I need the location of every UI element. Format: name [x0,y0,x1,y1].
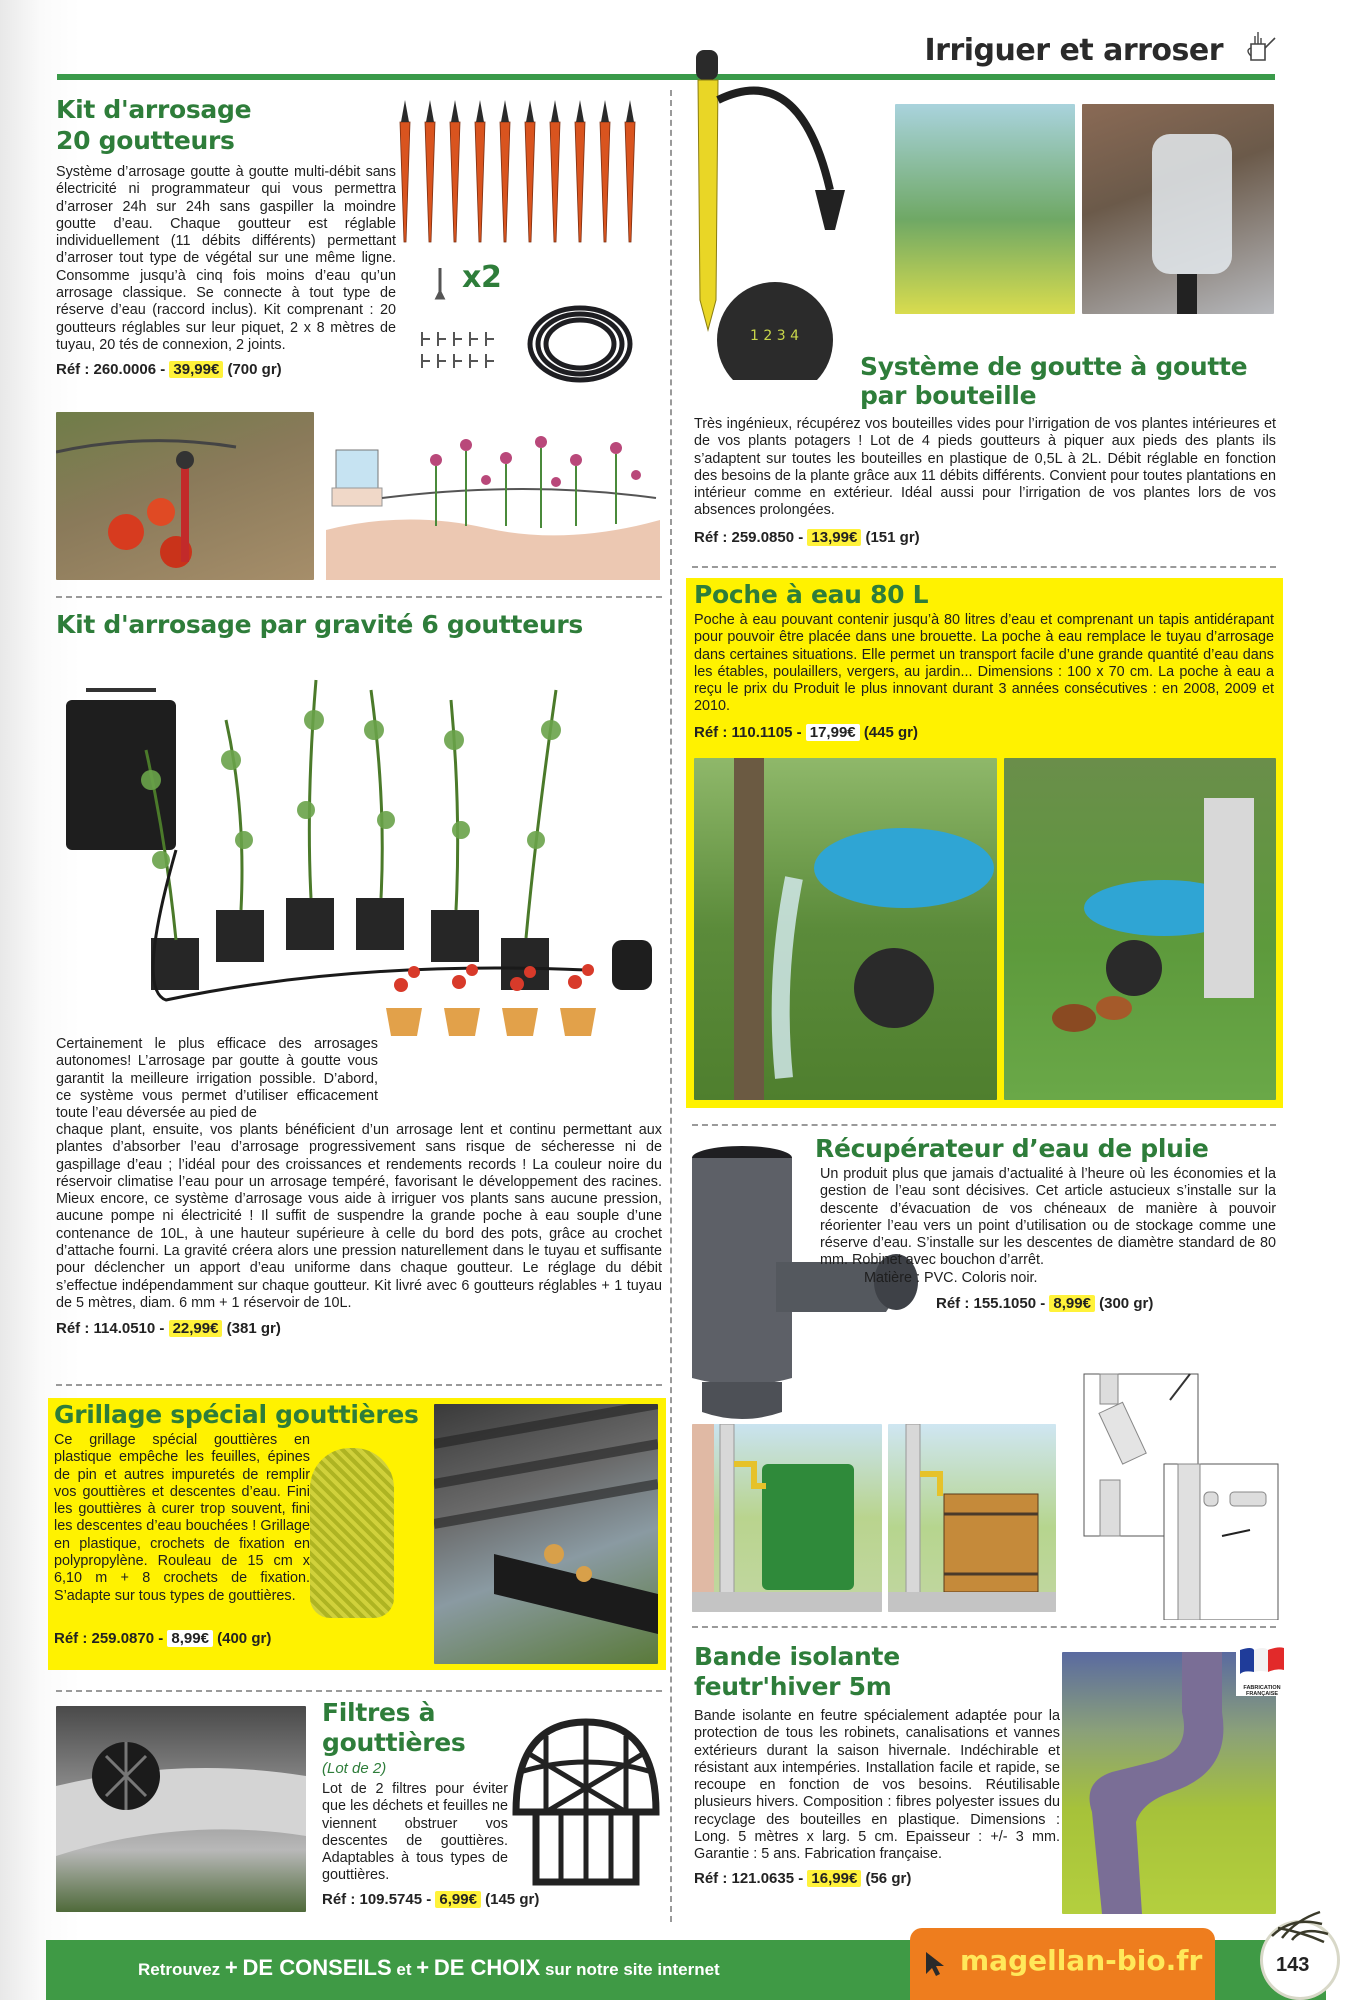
product-ref [322,1890,540,1908]
product-kit-20-goutteurs [56,94,396,378]
weight: (400 gr) [217,1630,272,1647]
product-bottle-system [694,416,1276,546]
product-title [322,1698,537,1758]
water-bag-wheelbarrow-photo [694,758,997,1100]
product-ref [694,724,918,741]
weight: (145 gr) [485,1890,540,1908]
filter-dome-image [506,1712,666,1892]
gravity-kit-image [56,660,666,1040]
rain-barrel-wood-illustration [888,1424,1056,1612]
product-title [860,352,1247,410]
product-description: Ce grillage spécial gouttières en plastique empêche les feuilles, épines de pin et autres impuretés de remplir vos gouttières et descentes d’eau. Fini les gouttières à curer trop souvent, fini les descentes d’eau bouchées ! Grillage en plastique, crochets de fixation en polypropylène. Rouleau de 15 cm x 6,10 m + 8 crochets de fixation. S’adapte sur tous types de gouttières. [54,1432,310,1604]
price-tag: 16,99€ [807,1870,861,1887]
product-title-line: 20 goutteurs [56,126,235,155]
section-title-text: Irriguer et arroser [924,33,1224,68]
price-tag: 13,99€ [807,529,861,546]
kit-accessories-image [420,262,670,397]
section-divider [692,566,1276,568]
product-title-line: Bande isolante [694,1642,900,1671]
tomato-stem-icon [1262,1906,1332,1946]
tomato-dripper-photo [56,412,314,580]
column-divider [670,90,672,1922]
header-rule [57,74,1275,80]
price-tag: 8,99€ [1049,1295,1095,1312]
website-link[interactable]: magellan-bio.fr [960,1944,1203,1977]
product-gravity-kit [56,1122,662,1337]
weight: (300 gr) [1099,1295,1154,1313]
product-grillage [48,1398,666,1670]
cursor-arrow-icon [924,1950,946,1978]
footer-text-part: + [224,1955,238,1980]
rain-barrel-green-illustration [692,1424,882,1612]
page-number: 143 [1276,1954,1310,1976]
footer-text-part: sur notre site internet [544,1960,720,1979]
product-description: Très ingénieux, récupérez vos bouteilles vides pour l’irrigation de vos plantes intérieures et de vos plants potagers ! Lot de 4 pieds goutteurs à piquer aux pieds des plants ils s’adaptent sur toutes les bouteilles en plastique de 0,5L à 2L. Débit réglable en fonction des besoins de la plante grâce aux 11 débits différents. Convient pour toutes plantations en intérieur comme en extérieur. Idéal aussi pour l’irrigation de vos plantes lors de vos absences prolongées. [694,416,1276,519]
footer-text-part: DE CHOIX [433,1955,541,1980]
product-title-line: Système de goutte à goutte [860,352,1248,381]
svg-text:1 2 3 4: 1 2 3 4 [750,328,799,344]
product-description: Certainement le plus efficace des arrosages autonomes! L’arrosage par goutte à goutte vous garantit la meilleure irrigation possible. D’abord, ce système vous permet d’utiliser efficacement toute l’eau déversée au pied de [56,1036,378,1122]
product-ref [56,1320,662,1337]
bottle-plant-photo [895,104,1075,314]
irrigation-diagram [326,420,660,580]
product-rain-collector [820,1166,1276,1312]
price-tag: 17,99€ [806,724,860,741]
gutter-filter-photo [56,1706,306,1912]
ref-number: Réf : 109.5745 - [322,1890,432,1908]
section-divider [692,1626,1276,1628]
weight: (445 gr) [863,724,918,741]
product-title-line: Filtres à [322,1698,436,1727]
badge-text: FABRICATION FRANÇAISE [1243,1685,1281,1697]
section-divider [56,1384,662,1386]
gutter-mesh-photo [434,1404,658,1664]
product-material: Matière : PVC. Coloris noir. [864,1269,1038,1286]
product-description: Lot de 2 filtres pour éviter que les déchets et feuilles ne viennent obstruer vos descentes de gouttières. Adaptables à tous types de gouttières. [322,1781,508,1884]
drippers-image [392,92,660,272]
ref-number: Réf : 121.0635 - [694,1869,804,1887]
section-title [925,30,1277,68]
product-ref [54,1630,271,1647]
price-tag: 22,99€ [169,1320,223,1337]
water-bag-chickens-photo [1004,758,1276,1100]
product-ref [820,1295,1276,1312]
footer-promo-text [138,1955,720,1981]
product-title: Poche à eau 80 L [694,580,929,609]
bottle-soil-photo [1082,104,1274,314]
footer-text-part: DE CONSEILS [242,1955,392,1980]
footer-text-part: + [416,1955,430,1980]
footer-text-part: et [396,1960,412,1979]
product-title-line: Kit d'arrosage [56,95,252,124]
section-divider [56,596,662,598]
product-filtres [322,1698,540,1908]
ref-number: Réf : 259.0870 - [54,1630,164,1647]
product-ref [694,1870,1060,1887]
product-title-line: gouttières [322,1728,466,1757]
weight: (151 gr) [865,528,920,546]
price-tag: 39,99€ [169,361,223,378]
price-tag: 8,99€ [167,1630,213,1647]
product-ref [694,529,1276,546]
product-description: Poche à eau pouvant contenir jusqu’à 80 litres d’eau et comprenant un tapis antidérapant pour pouvoir être placée dans une brouette. La poche à eau remplace le tuyau d’arrosage dans certaines situations. Elle permet un transport facile d’une grande quantité d’eau dans les étables, poulaillers, vergers, au jardin... Dimensions : 100 x 70 cm. La poche à eau a reçu le prix du Produit le plus innovant durant 3 années consécutives : en 2008, 2009 et 2010. [694,612,1274,715]
product-description: Un produit plus que jamais d’actualité à l’heure où les économies et la gestion de l’eau sont décisives. Cet article astucieux s’installe sur la descente d’évacuation de vos chéneaux de manière à pouvoir réorienter l’eau vers un point d’utilisation ou de stockage comme une réserve d’eau. S’installe sur les descentes de diamètre standard de 80 mm. Robinet avec bouchon d’arrêt. [820,1166,1276,1269]
installation-diagram [1080,1370,1280,1620]
weight: (381 gr) [226,1320,281,1338]
bottle-dripper-image [690,40,900,380]
product-ref [56,361,396,378]
product-title [56,94,396,156]
ref-number: Réf : 260.0006 - [56,361,166,379]
section-divider [56,1690,662,1692]
watering-can-icon [1243,30,1277,66]
product-description: Bande isolante en feutre spécialement adaptée pour la protection de tous les robinets, canalisations et vannes extérieurs durant la saison hivernale. Indéchirable et résistant aux intempéries. Installation facile et rapide, se recoupe en fonction de vos besoins. Réutilisable plusieurs hivers. Composition : fibres polyester issues du recyclage des bouteilles en plastique. Dimensions : Long. 5 mètres x larg. 5 cm. Epaisseur : +/- 3 mm. Garantie : 5 ans. Fabrication française. [694,1708,1060,1863]
weight: (700 gr) [227,361,282,379]
mesh-roll-image [310,1448,394,1618]
ref-number: Réf : 114.0510 - [56,1320,165,1338]
ref-number: Réf : 259.0850 - [694,528,804,546]
footer-text-part: Retrouvez [138,1960,221,1979]
product-title [694,1642,1060,1702]
product-subtitle: (Lot de 2) [322,1760,387,1777]
section-divider [692,1124,1276,1126]
ref-number: Réf : 110.1105 - [694,724,802,741]
product-title: Grillage spécial gouttières [54,1400,419,1429]
product-description: Système d’arrosage goutte à goutte multi-débit sans électricité ni programmateur qui vous permettra d’arroser 24h sur 24h sans gaspiller la moindre goutte d’eau. Chaque goutteur est réglable individuellement (11 débits différents) permettant d’arroser tout type de végétal sur une même ligne. Consomme jusqu’à cinq fois moins d’eau qu’un arrosage classique. Se connecte à tout type de réserve d’eau (raccord inclus). Kit comprenant : 20 goutteurs réglables sur leur piquet, 2 x 8 mètres de tuyau, 20 tés de connexion, 2 joints. [56,164,396,353]
weight: (56 gr) [865,1869,912,1887]
product-title: Récupérateur d’eau de pluie [815,1134,1209,1163]
french-flag-icon [1236,1644,1288,1680]
product-title-line: par bouteille [860,381,1037,410]
price-tag: 6,99€ [435,1891,481,1908]
ref-number: Réf : 155.1050 - [936,1295,1046,1313]
product-description: chaque plant, ensuite, vos plants bénéficient d’un arrosage lent et continu permettant aux plantes d’absorber l’eau d’arrosage progressivement sans risque de sécheresse ni de gaspillage d’eau ; l’idéal pour des croissances et rendements records ! La couleur noire du réservoir climatise l’eau pour un arrosage tempéré, favorisant le développement des racines. Mieux encore, ce système d’arrosage vous aide à irriguer vos plants sans aucune pression, aucune pompe ni électricité ! Il suffit de suspendre la grande poche à eau souple d’une contenance de 10L, à une hauteur supérieure à celle du bord des pots, grâce au crochet d’attache fourni. La gravité créera alors une pression naturellement dans le tuyau et suffisante pour déclencher un apport d’eau uniforme dans chaque goutteur. Le réglage du débit s’effectue indépendamment sur chaque goutteur. Kit livré avec 6 goutteurs réglables + 1 tuyau de 5 mètres, diam. 6 mm + 1 réservoir de 10L. [56,1122,662,1311]
made-in-france-badge [1236,1644,1288,1696]
product-poche-eau [686,578,1283,1108]
product-bande-isolante [694,1642,1060,1887]
quantity-badge: x2 [462,260,502,295]
product-title-line: feutr'hiver 5m [694,1672,892,1701]
product-title: Kit d'arrosage par gravité 6 goutteurs [56,610,583,639]
